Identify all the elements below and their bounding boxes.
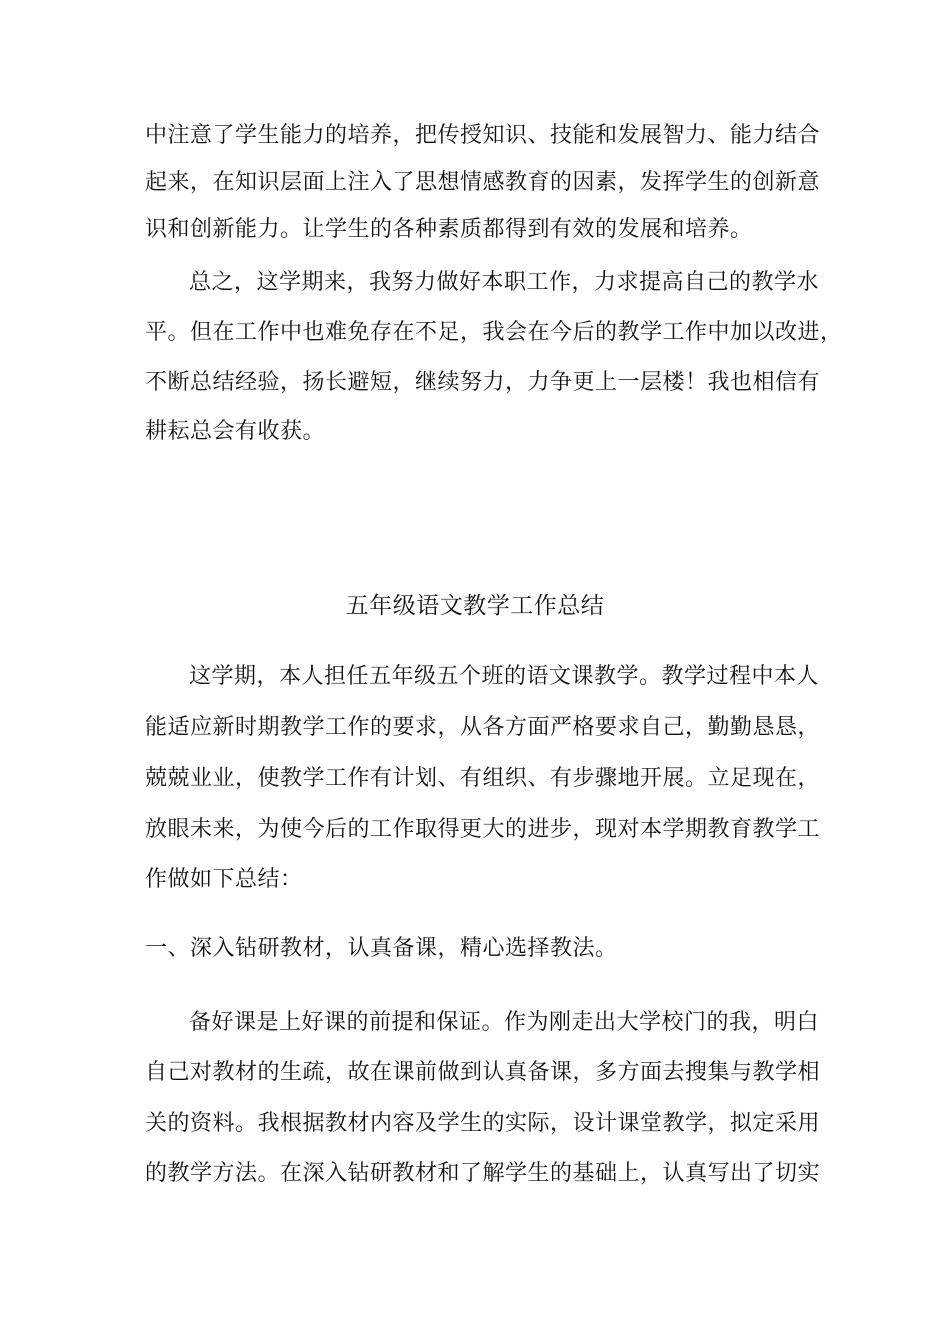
paragraph-line: 放眼未来，为使今后的工作取得更大的进步，现对本学期教育教学工 [145,817,821,842]
paragraph-line: 平。但在工作中也难免存在不足，我会在今后的教学工作中加以改进， [145,320,843,345]
paragraph-line: 备好课是上好课的前提和保证。作为刚走出大学校门的我，明白 [189,1010,820,1035]
paragraph-line: 关的资料。我根据教材内容及学生的实际，设计课堂教学，拟定采用 [145,1111,821,1136]
paragraph-line: 总之，这学期来，我努力做好本职工作，力求提高自己的教学水 [189,270,820,295]
section-heading: 一、深入钻研教材，认真备课，精心选择教法。 [145,936,618,961]
paragraph-line: 不断总结经验，扬长避短，继续努力，力争更上一层楼！我也相信有 [145,370,821,395]
paragraph-line: 作做如下总结： [145,867,303,892]
paragraph-line: 识和创新能力。让学生的各种素质都得到有效的发展和培养。 [145,217,753,242]
paragraph-line: 中注意了学生能力的培养，把传授知识、技能和发展智力、能力结合 [145,123,821,148]
paragraph-line: 兢兢业业，使教学工作有计划、有组织、有步骤地开展。立足现在， [145,766,821,791]
section-title: 五年级语文教学工作总结 [345,593,605,619]
paragraph-line: 耕耘总会有收获。 [145,419,326,444]
paragraph-line: 起来，在知识层面上注入了思想情感教育的因素，发挥学生的创新意 [145,170,821,195]
paragraph-line: 能适应新时期教学工作的要求，从各方面严格要求自己，勤勤恳恳， [145,715,821,740]
paragraph-line: 自己对教材的生疏，故在课前做到认真备课，多方面去搜集与教学相 [145,1060,821,1085]
paragraph-line: 的教学方法。在深入钻研教材和了解学生的基础上，认真写出了切实 [145,1161,821,1186]
paragraph-line: 这学期，本人担任五年级五个班的语文课教学。教学过程中本人 [189,664,820,689]
